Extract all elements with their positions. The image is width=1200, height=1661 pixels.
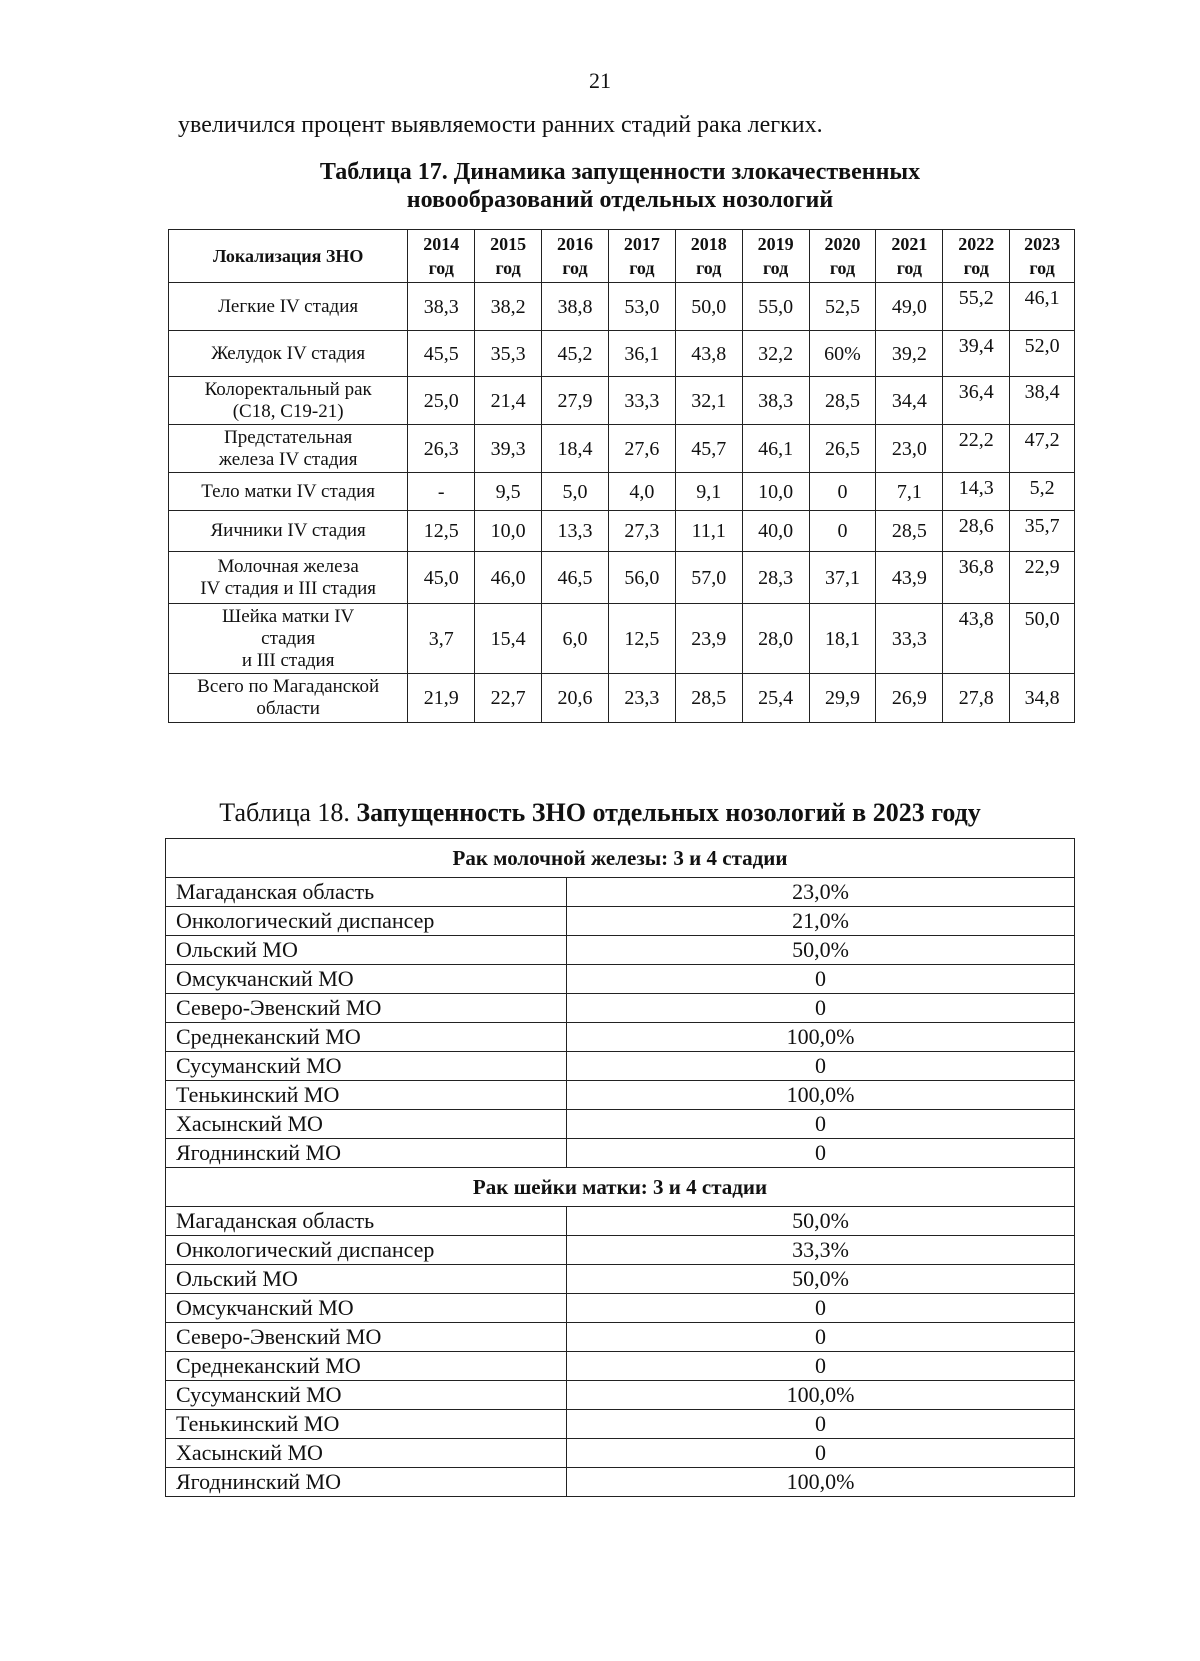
table17-row	[169, 331, 1075, 377]
value-cell: 36,8	[943, 552, 1010, 604]
value-cell: 4,0	[608, 473, 675, 511]
value-cell: 23,9	[675, 604, 742, 674]
localization-cell	[169, 511, 408, 552]
localization-line: Желудок IV стадия	[211, 342, 366, 364]
value-cell: 55,2	[943, 283, 1010, 331]
localization-line: Молочная железа	[217, 555, 359, 577]
value-cell: 25,4	[742, 674, 809, 723]
localization-line: и III стадия	[241, 649, 335, 671]
table18-row	[166, 994, 1075, 1023]
value-cell: 46,5	[542, 552, 609, 604]
region-name-cell: Тенькинский МО	[166, 1410, 567, 1439]
table18-row	[166, 1265, 1075, 1294]
value-cell: 38,2	[475, 283, 542, 331]
header-localization: Локализация ЗНО	[169, 230, 408, 283]
localization-line: железа IV стадия	[218, 448, 358, 470]
value-cell: 27,9	[542, 377, 609, 425]
region-value-cell: 50,0%	[567, 1265, 1075, 1294]
region-value-cell: 23,0%	[567, 878, 1075, 907]
header-year	[876, 230, 943, 283]
value-cell: 28,0	[742, 604, 809, 674]
value-cell: 26,9	[876, 674, 943, 723]
table18-title-bold: Запущенность ЗНО отдельных нозологий в 2023 году	[356, 798, 981, 827]
value-cell: 27,8	[943, 674, 1010, 723]
header-year-unit: год	[829, 258, 856, 278]
header-year-number: 2019	[757, 234, 794, 254]
localization-line: IV стадия и III стадия	[200, 577, 377, 599]
value-cell: 27,3	[608, 511, 675, 552]
value-cell: 3,7	[408, 604, 475, 674]
value-cell: 40,0	[742, 511, 809, 552]
table18-row	[166, 1139, 1075, 1168]
table18-row	[166, 907, 1075, 936]
value-cell: 52,5	[809, 283, 876, 331]
value-cell: 43,8	[943, 604, 1010, 674]
table17-row	[169, 377, 1075, 425]
value-cell: 32,2	[742, 331, 809, 377]
region-name-cell: Среднеканский МО	[166, 1352, 567, 1381]
region-value-cell: 0	[567, 1110, 1075, 1139]
region-name-cell: Сусуманский МО	[166, 1052, 567, 1081]
region-name-cell: Ягоднинский МО	[166, 1139, 567, 1168]
value-cell: 39,4	[943, 331, 1010, 377]
value-cell: 26,5	[809, 425, 876, 473]
localization-line: Легкие IV стадия	[218, 295, 359, 317]
value-cell: 50,0	[1010, 604, 1075, 674]
table17-row	[169, 425, 1075, 473]
value-cell: 55,0	[742, 283, 809, 331]
value-cell: 11,1	[675, 511, 742, 552]
table17-body	[169, 283, 1075, 723]
value-cell: 35,3	[475, 331, 542, 377]
value-cell: 34,8	[1010, 674, 1075, 723]
value-cell: 38,4	[1010, 377, 1075, 425]
table18-title	[0, 798, 1200, 828]
table18-row	[166, 1323, 1075, 1352]
value-cell: 18,4	[542, 425, 609, 473]
header-year-unit: год	[696, 258, 722, 278]
value-cell: 38,8	[542, 283, 609, 331]
table18-row	[166, 1110, 1075, 1139]
region-name-cell: Онкологический диспансер	[166, 907, 567, 936]
table17-row	[169, 604, 1075, 674]
table18-row	[166, 1081, 1075, 1110]
localization-cell	[169, 377, 408, 425]
value-cell: 27,6	[608, 425, 675, 473]
header-year-unit: год	[495, 258, 521, 278]
region-name-cell: Среднеканский МО	[166, 1023, 567, 1052]
region-name-cell: Омсукчанский МО	[166, 965, 567, 994]
region-name-cell: Ольский МО	[166, 936, 567, 965]
table18-row	[166, 1294, 1075, 1323]
value-cell: 37,1	[809, 552, 876, 604]
value-cell: 49,0	[876, 283, 943, 331]
value-cell: 9,1	[675, 473, 742, 511]
region-name-cell: Онкологический диспансер	[166, 1236, 567, 1265]
table17-title-line1: Таблица 17. Динамика запущенности злокачественных	[319, 159, 921, 185]
header-year-number: 2018	[690, 234, 727, 254]
table18-row	[166, 1352, 1075, 1381]
value-cell: 34,4	[876, 377, 943, 425]
header-year	[742, 230, 809, 283]
region-name-cell: Хасынский МО	[166, 1439, 567, 1468]
table17-row	[169, 511, 1075, 552]
region-value-cell: 0	[567, 965, 1075, 994]
region-name-cell: Магаданская область	[166, 1207, 567, 1236]
value-cell: 43,8	[675, 331, 742, 377]
region-name-cell: Северо-Эвенский МО	[166, 994, 567, 1023]
region-name-cell: Ягоднинский МО	[166, 1468, 567, 1497]
value-cell: 47,2	[1010, 425, 1075, 473]
header-year	[943, 230, 1010, 283]
value-cell: 46,0	[475, 552, 542, 604]
value-cell: 9,5	[475, 473, 542, 511]
localization-cell	[169, 283, 408, 331]
table18-body	[166, 839, 1075, 1497]
header-year	[1010, 230, 1075, 283]
region-value-cell: 21,0%	[567, 907, 1075, 936]
region-value-cell: 0	[567, 1323, 1075, 1352]
value-cell: 56,0	[608, 552, 675, 604]
value-cell: 28,5	[809, 377, 876, 425]
header-year-number: 2020	[824, 234, 861, 254]
value-cell: 45,7	[675, 425, 742, 473]
region-name-cell: Магаданская область	[166, 878, 567, 907]
region-value-cell: 0	[567, 1439, 1075, 1468]
header-year	[542, 230, 609, 283]
value-cell: 20,6	[542, 674, 609, 723]
value-cell: 15,4	[475, 604, 542, 674]
localization-cell	[169, 604, 408, 674]
table18-row	[166, 1236, 1075, 1265]
value-cell: 28,3	[742, 552, 809, 604]
value-cell: 28,5	[675, 674, 742, 723]
region-value-cell: 100,0%	[567, 1468, 1075, 1497]
table17-row	[169, 473, 1075, 511]
localization-line: Яичники IV стадия	[210, 520, 366, 541]
table18-title-prefix: Таблица 18.	[219, 798, 357, 827]
header-year	[675, 230, 742, 283]
value-cell: 26,3	[408, 425, 475, 473]
table18-section-heading: Рак шейки матки: 3 и 4 стадии	[166, 1168, 1075, 1207]
header-year-number: 2016	[556, 234, 593, 254]
table18-section-row	[166, 839, 1075, 878]
localization-cell	[169, 674, 408, 723]
value-cell: 38,3	[408, 283, 475, 331]
value-cell: 25,0	[408, 377, 475, 425]
region-value-cell: 0	[567, 1352, 1075, 1381]
localization-line: области	[256, 698, 320, 719]
region-value-cell: 0	[567, 994, 1075, 1023]
localization-line: Шейка матки IV	[222, 605, 355, 627]
value-cell: 36,4	[943, 377, 1010, 425]
value-cell: 5,2	[1010, 473, 1075, 511]
value-cell: 45,2	[542, 331, 609, 377]
table18-row	[166, 1439, 1075, 1468]
region-value-cell: 100,0%	[567, 1081, 1075, 1110]
region-value-cell: 50,0%	[567, 936, 1075, 965]
value-cell: 57,0	[675, 552, 742, 604]
header-year	[408, 230, 475, 283]
region-value-cell: 33,3%	[567, 1236, 1075, 1265]
header-year-number: 2021	[891, 234, 928, 254]
value-cell: 36,1	[608, 331, 675, 377]
table18-row	[166, 936, 1075, 965]
value-cell: 45,0	[408, 552, 475, 604]
value-cell: 22,7	[475, 674, 542, 723]
localization-cell	[169, 331, 408, 377]
table18-row	[166, 878, 1075, 907]
value-cell: 32,1	[675, 377, 742, 425]
value-cell: 21,9	[408, 674, 475, 723]
value-cell: 28,6	[943, 511, 1010, 552]
value-cell: 39,3	[475, 425, 542, 473]
value-cell: 7,1	[876, 473, 943, 511]
localization-cell	[169, 425, 408, 473]
localization-cell	[169, 552, 408, 604]
header-year-number: 2014	[423, 234, 460, 254]
value-cell: 46,1	[1010, 283, 1075, 331]
table17	[168, 229, 1075, 723]
table18-row	[166, 1410, 1075, 1439]
table17-header-row	[169, 230, 1075, 283]
table17-row	[169, 283, 1075, 331]
region-name-cell: Северо-Эвенский МО	[166, 1323, 567, 1352]
value-cell: 5,0	[542, 473, 609, 511]
table18-row	[166, 1207, 1075, 1236]
header-year	[809, 230, 876, 283]
value-cell: 12,5	[608, 604, 675, 674]
table18-row	[166, 1023, 1075, 1052]
value-cell: 13,3	[542, 511, 609, 552]
table18-section-row	[166, 1168, 1075, 1207]
header-year-number: 2022	[958, 234, 995, 254]
localization-line: Предстательная	[224, 426, 353, 448]
table18-row	[166, 1381, 1075, 1410]
localization-line: Колоректальный рак	[204, 378, 372, 400]
value-cell: 14,3	[943, 473, 1010, 511]
header-year-unit: год	[896, 258, 923, 278]
value-cell: 46,1	[742, 425, 809, 473]
value-cell: 45,5	[408, 331, 475, 377]
localization-line: Всего по Магаданской	[197, 676, 380, 697]
value-cell: 28,5	[876, 511, 943, 552]
value-cell: 33,3	[876, 604, 943, 674]
table17-row	[169, 552, 1075, 604]
value-cell: 6,0	[542, 604, 609, 674]
value-cell: 60%	[809, 331, 876, 377]
value-cell: 10,0	[475, 511, 542, 552]
value-cell: 33,3	[608, 377, 675, 425]
value-cell: 0	[809, 473, 876, 511]
value-cell: 10,0	[742, 473, 809, 511]
region-name-cell: Тенькинский МО	[166, 1081, 567, 1110]
header-year-number: 2017	[623, 234, 660, 254]
header-year-unit: год	[963, 258, 989, 278]
value-cell: 0	[809, 511, 876, 552]
value-cell: 38,3	[742, 377, 809, 425]
localization-line: Тело матки IV стадия	[201, 480, 376, 502]
header-year	[475, 230, 542, 283]
region-value-cell: 0	[567, 1294, 1075, 1323]
header-year-unit: год	[428, 258, 454, 278]
table17-title-line2: новообразований отдельных нозологий	[406, 187, 834, 213]
value-cell: 22,9	[1010, 552, 1075, 604]
table18-row	[166, 1052, 1075, 1081]
page-number: 21	[589, 68, 611, 93]
value-cell: 50,0	[675, 283, 742, 331]
region-value-cell: 0	[567, 1139, 1075, 1168]
value-cell: 23,0	[876, 425, 943, 473]
localization-line: стадия	[261, 627, 316, 649]
table17-title	[170, 158, 1070, 214]
intro-text: увеличился процент выявляемости ранних стадий рака легких.	[178, 112, 823, 138]
value-cell: 53,0	[608, 283, 675, 331]
header-year	[608, 230, 675, 283]
table18-row	[166, 965, 1075, 994]
value-cell: 22,2	[943, 425, 1010, 473]
value-cell: 35,7	[1010, 511, 1075, 552]
value-cell: -	[408, 473, 475, 511]
region-value-cell: 0	[567, 1410, 1075, 1439]
header-year-number: 2015	[490, 234, 527, 254]
localization-cell	[169, 473, 408, 511]
value-cell: 52,0	[1010, 331, 1075, 377]
table17-row	[169, 674, 1075, 723]
value-cell: 29,9	[809, 674, 876, 723]
header-year-number: 2023	[1024, 234, 1061, 254]
value-cell: 21,4	[475, 377, 542, 425]
region-value-cell: 50,0%	[567, 1207, 1075, 1236]
region-value-cell: 0	[567, 1052, 1075, 1081]
header-year-unit: год	[629, 258, 655, 278]
value-cell: 43,9	[876, 552, 943, 604]
region-name-cell: Сусуманский МО	[166, 1381, 567, 1410]
region-name-cell: Омсукчанский МО	[166, 1294, 567, 1323]
table18	[165, 838, 1075, 1497]
header-year-unit: год	[762, 258, 789, 278]
region-name-cell: Ольский МО	[166, 1265, 567, 1294]
value-cell: 12,5	[408, 511, 475, 552]
value-cell: 18,1	[809, 604, 876, 674]
region-value-cell: 100,0%	[567, 1381, 1075, 1410]
header-year-unit: год	[562, 258, 588, 278]
table18-section-heading: Рак молочной железы: 3 и 4 стадии	[166, 839, 1075, 878]
value-cell: 39,2	[876, 331, 943, 377]
localization-line: (С18, С19-21)	[232, 400, 344, 422]
region-name-cell: Хасынский МО	[166, 1110, 567, 1139]
value-cell: 23,3	[608, 674, 675, 723]
region-value-cell: 100,0%	[567, 1023, 1075, 1052]
table18-row	[166, 1468, 1075, 1497]
header-year-unit: год	[1029, 258, 1055, 278]
